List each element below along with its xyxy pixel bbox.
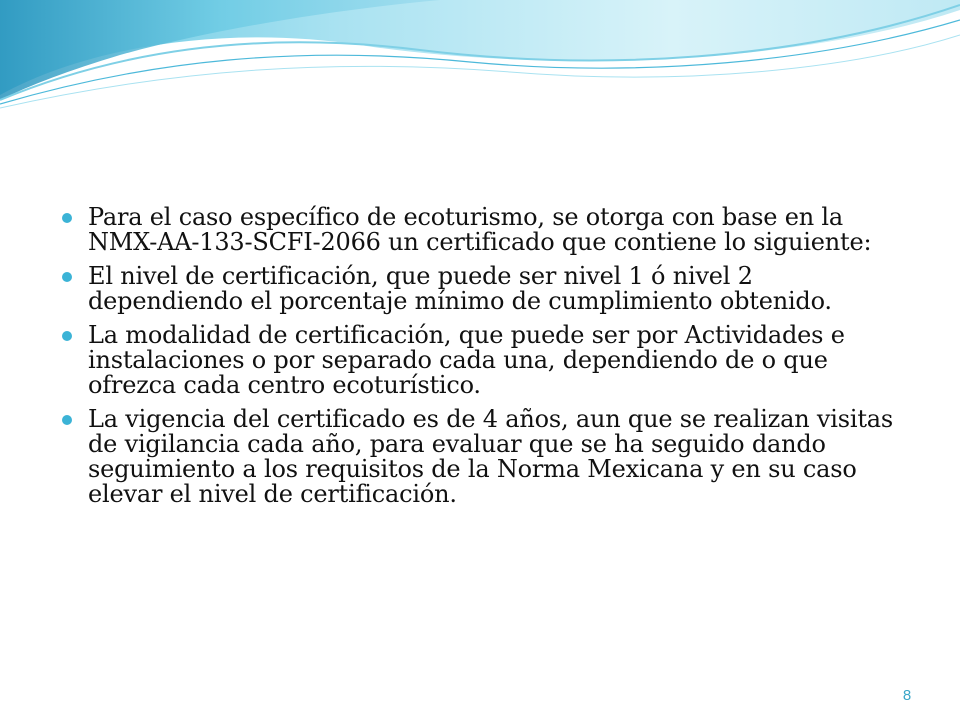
bullet-list (62, 205, 912, 516)
bullet-dot-icon (62, 272, 72, 282)
bullet-dot-icon (62, 331, 72, 341)
page-number: 8 (902, 687, 912, 704)
bullet-item (62, 264, 912, 314)
bullet-item (62, 323, 912, 398)
bullet-item (62, 407, 912, 507)
header-wave-decoration (0, 0, 960, 120)
bullet-text: Para el caso específico de ecoturismo, se otorga con base en la NMX-AA-133-SCFI-2066 un certificado que contiene lo siguiente: (88, 203, 872, 256)
bullet-item (62, 205, 912, 255)
bullet-dot-icon (62, 213, 72, 223)
bullet-text: El nivel de certificación, que puede ser nivel 1 ó nivel 2 dependiendo el porcentaje mínimo de cumplimiento obtenido. (88, 262, 832, 315)
bullet-text: La vigencia del certificado es de 4 años, aun que se realizan visitas de vigilancia cada año, para evaluar que se ha seguido dando seguimiento a los requisitos de la Norma Mexicana y en su caso elevar el nivel de certificación. (88, 405, 894, 508)
bullet-dot-icon (62, 415, 72, 425)
bullet-text: La modalidad de certificación, que puede ser por Actividades e instalaciones o por separado cada una, dependiendo de o que ofrezca cada centro ecoturístico. (88, 321, 845, 399)
